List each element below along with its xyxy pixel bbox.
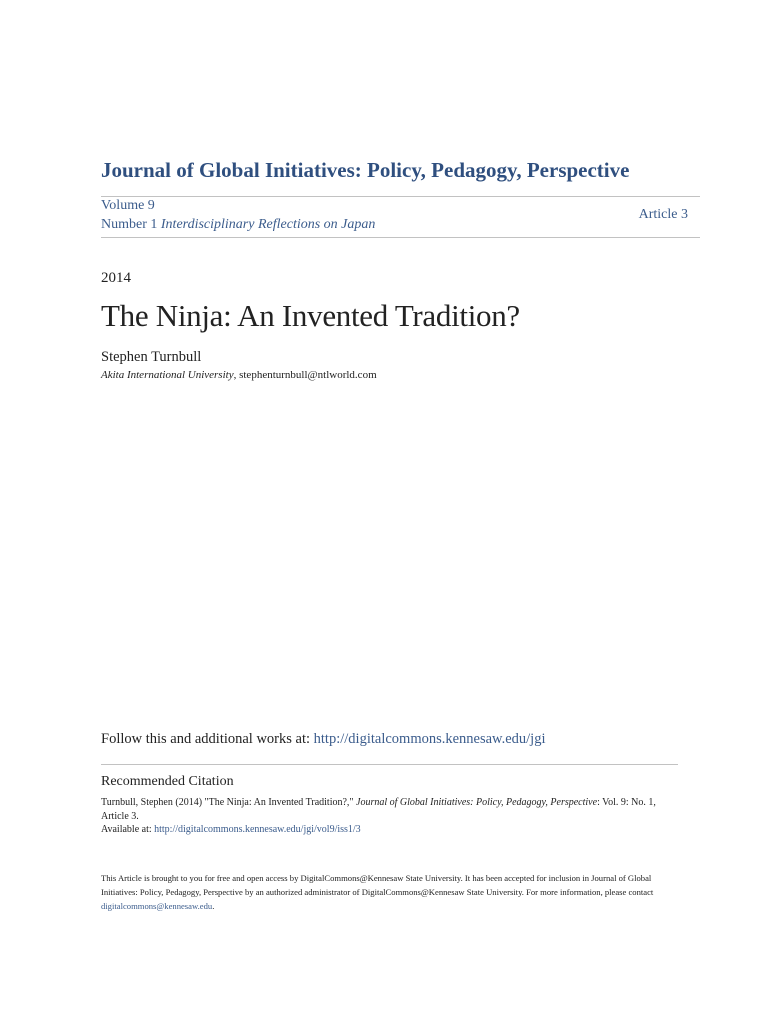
affiliation-name: Akita International University [101, 369, 234, 381]
citation-journal: Journal of Global Initiatives: Policy, Pedagogy, Perspective [356, 797, 598, 808]
journal-title[interactable]: Journal of Global Initiatives: Policy, Pedagogy, Perspective [101, 158, 630, 182]
article-title: The Ninja: An Invented Tradition? [101, 298, 520, 333]
publication-year: 2014 [101, 270, 131, 286]
author-email: , stephenturnbull@ntlworld.com [233, 369, 377, 381]
access-notice [101, 871, 681, 913]
header-bottom-divider [101, 237, 700, 238]
citation-authors-title: Turnbull, Stephen (2014) "The Ninja: An Invented Tradition?," [101, 797, 356, 808]
citation-text [101, 796, 681, 837]
issue-title: Interdisciplinary Reflections on Japan [160, 217, 376, 232]
issue-number: Number 1 [101, 217, 158, 232]
follow-label: Follow this and additional works at: [101, 731, 314, 747]
available-label: Available at: [101, 824, 155, 835]
author-name: Stephen Turnbull [101, 349, 202, 365]
volume-link[interactable]: Volume 9 [101, 198, 155, 213]
citation-divider [101, 764, 678, 765]
header-top-divider [101, 196, 700, 197]
author-affiliation [101, 369, 377, 381]
follow-line [101, 731, 546, 748]
article-url-link[interactable]: http://digitalcommons.kennesaw.edu/jgi/vol9/iss1/3 [154, 824, 361, 835]
access-notice-text: This Article is brought to you for free and open access by DigitalCommons@Kennesaw State University. It has been accepted for inclusion in Journal of Global Initiatives: Policy, Pedagogy, Perspective by an authorized administrator of DigitalCommons@Kennesaw State University. For more information, please contact [101, 873, 654, 897]
collection-link[interactable]: http://digitalcommons.kennesaw.edu/jgi [313, 731, 546, 747]
citation-heading: Recommended Citation [101, 774, 234, 789]
issue-line[interactable] [101, 217, 375, 233]
citation-volume-info: : Vol. 9: No. 1, Article 3. [101, 797, 656, 822]
contact-email-link[interactable]: digitalcommons@kennesaw.edu [101, 901, 213, 911]
access-notice-end: . [212, 901, 215, 911]
article-number-link[interactable]: Article 3 [638, 207, 688, 222]
